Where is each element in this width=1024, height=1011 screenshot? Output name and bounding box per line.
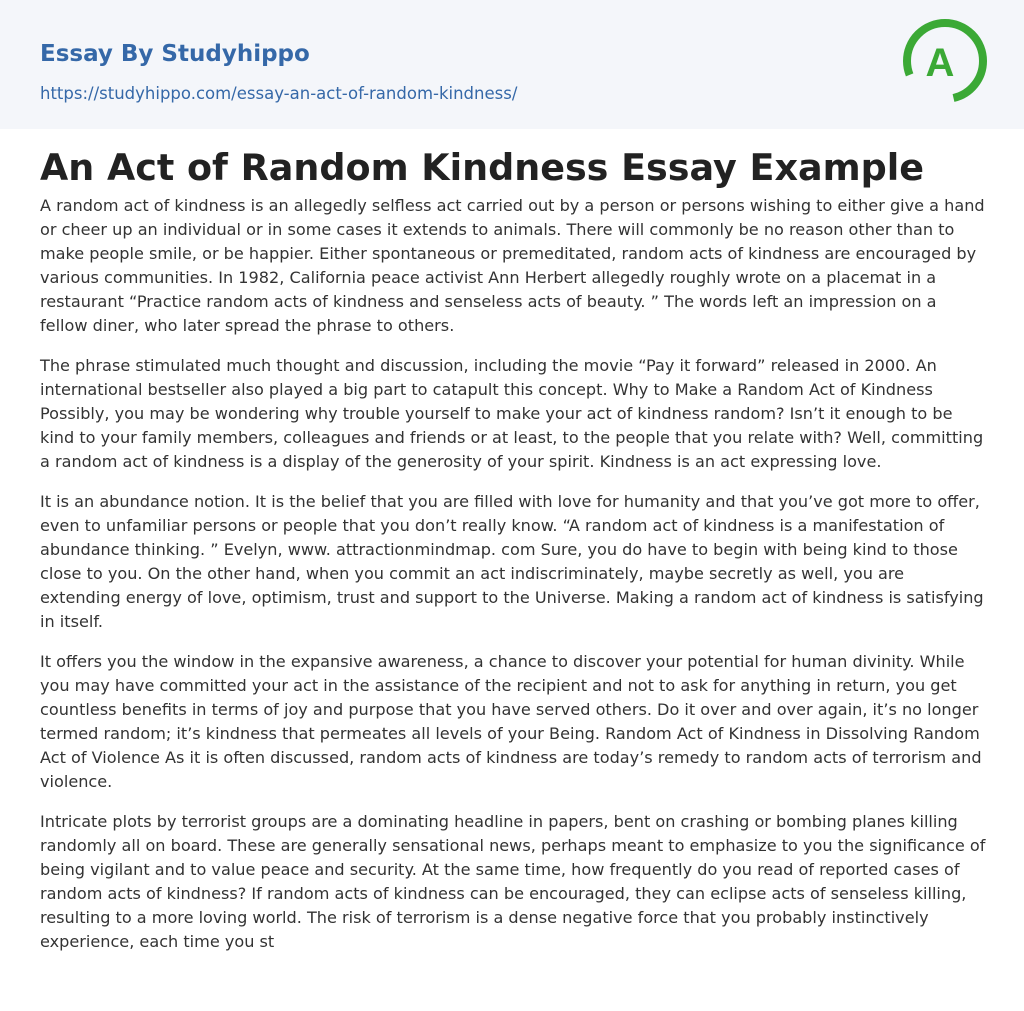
site-brand[interactable]: Essay By Studyhippo: [40, 41, 310, 67]
essay-paragraph: It is an abundance notion. It is the belief that you are filled with love for humanity and that you’ve got more to offer, even to unfamiliar persons or people that you don’t really know. “A random act of kindness is a manifestation of abundance thinking. ” Evelyn, www. attractionmindmap. com Sure, you do have to begin with being kind to those close to you. On the other hand, when you commit an act indiscriminately, maybe secretly as well, you are extending energy of love, optimism, trust and support to the Universe. Making a random act of kindness is satisfying in itself.: [40, 492, 984, 631]
essay-paragraph: A random act of kindness is an allegedly selfless act carried out by a person or persons wishing to either give a hand or cheer up an individual or in some cases it extends to animals. There will commonly be no reason other than to make people smile, or be happier. Either spontaneous or premeditated, random acts of kindness are encouraged by various communities. In 1982, California peace activist Ann Herbert allegedly roughly wrote on a placemat in a restaurant “Practice random acts of kindness and senseless acts of beauty. ” The words left an impression on a fellow diner, who later spread the phrase to others.: [40, 196, 985, 335]
essay-url-link[interactable]: https://studyhippo.com/essay-an-act-of-random-kindness/: [40, 84, 518, 103]
essay-body: [40, 194, 988, 970]
essay-paragraph: The phrase stimulated much thought and discussion, including the movie “Pay it forward” released in 2000. An international bestseller also played a big part to catapult this concept. Why to Make a Random Act of Kindness Possibly, you may be wondering why trouble yourself to make your act of kindness random? Isn’t it enough to be kind to your family members, colleagues and friends or at least, to the people that you relate with? Well, committing a random act of kindness is a display of the generosity of your spirit. Kindness is an act expressing love.: [40, 356, 984, 471]
essay-paragraph: It offers you the window in the expansive awareness, a chance to discover your potential for human divinity. While you may have committed your act in the assistance of the recipient and not to ask for anything in return, you get countless benefits in terms of joy and purpose that you have served others. Do it over and over again, it’s no longer termed random; it’s kindness that permeates all levels of your Being. Random Act of Kindness in Dissolving Random Act of Violence As it is often discussed, random acts of kindness are today’s remedy to random acts of terrorism and violence.: [40, 652, 982, 791]
essay-paragraph: Intricate plots by terrorist groups are a dominating headline in papers, bent on crashing or bombing planes killing randomly all on board. These are generally sensational news, perhaps meant to emphasize to you the significance of being vigilant and to value peace and security. At the same time, how frequently do you read of reported cases of random acts of kindness? If random acts of kindness can be encouraged, they can eclipse acts of senseless killing, resulting to a more loving world. The risk of terrorism is a dense negative force that you probably instinctively experience, each time you st: [40, 812, 986, 951]
logo-letter: A: [925, 41, 955, 85]
essay-title: An Act of Random Kindness Essay Example: [40, 146, 925, 189]
